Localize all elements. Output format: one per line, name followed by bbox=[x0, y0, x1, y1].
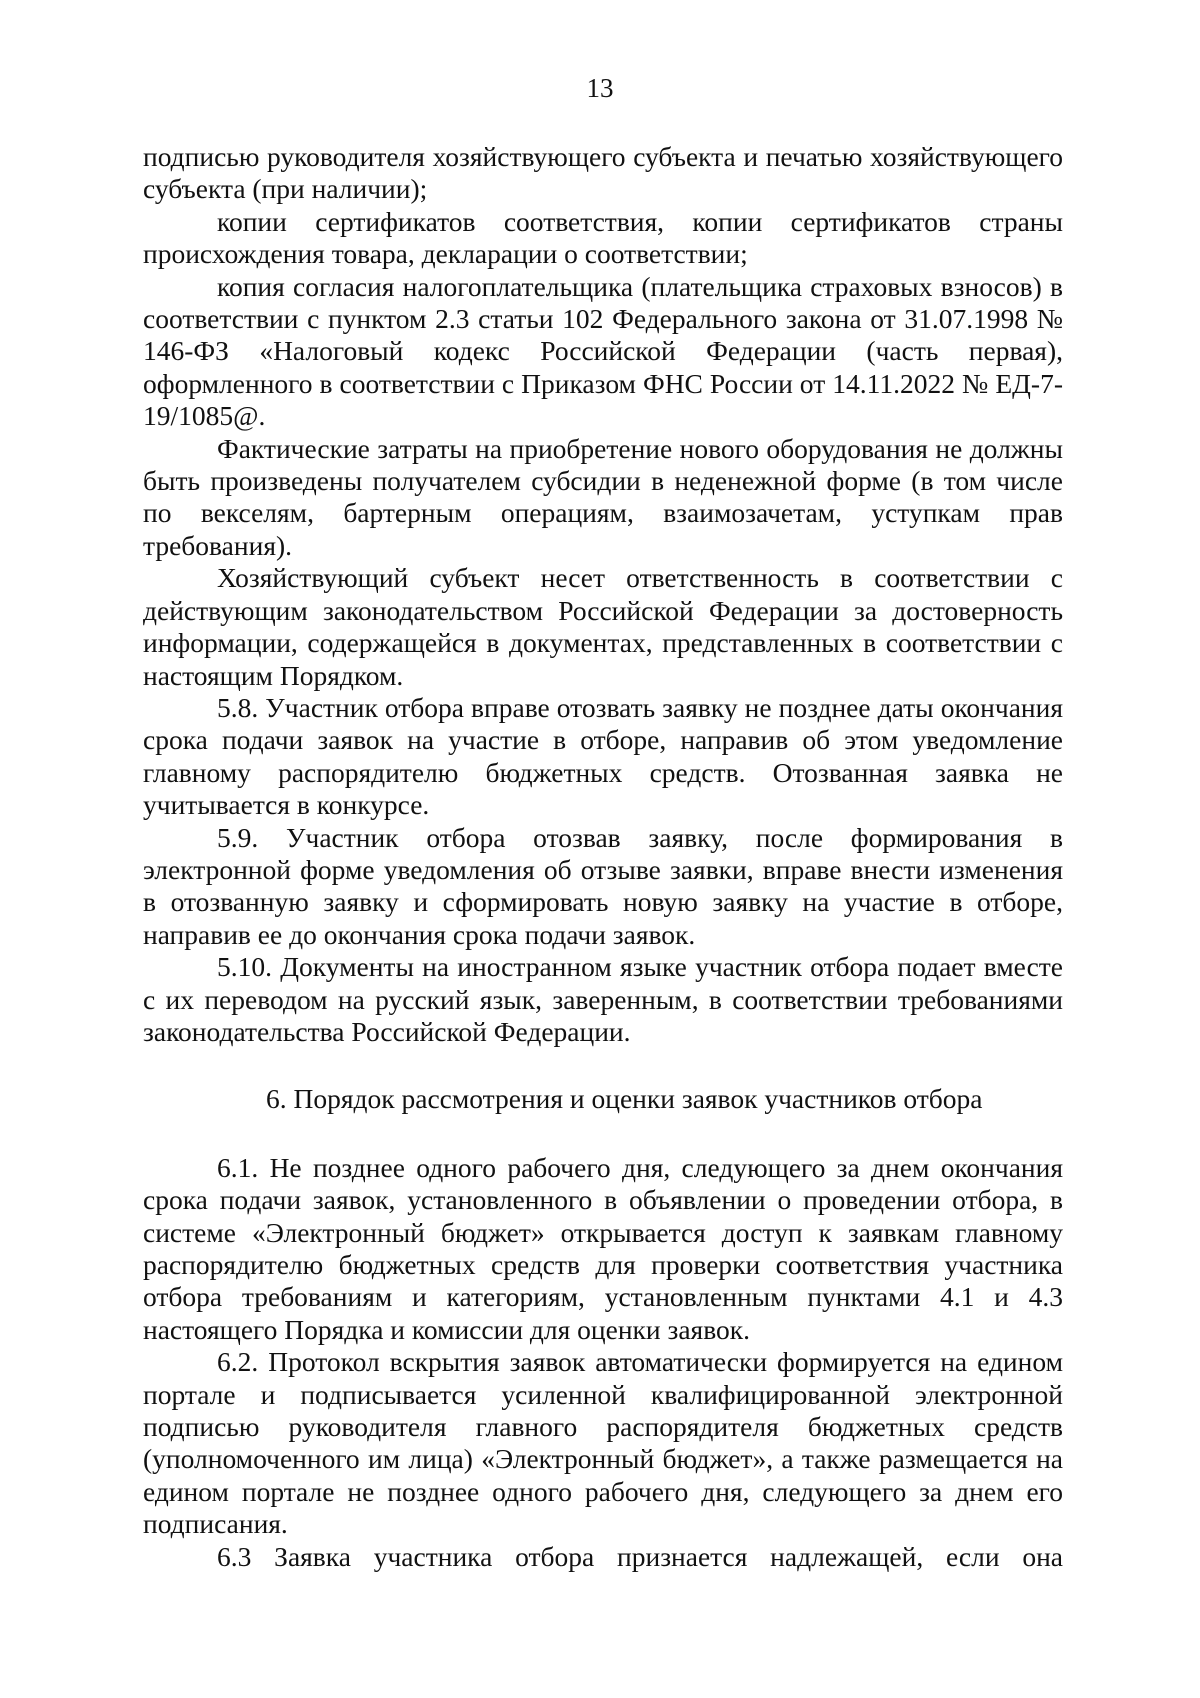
paragraph: подписью руководителя хозяйствующего субъекта и печатью хозяйствующего субъекта (при наличии); bbox=[143, 141, 1063, 205]
paragraph: 5.10. Документы на иностранном языке участник отбора подает вместе с их переводом на русский язык, заверенным, в соответствии требованиями законодательства Российской Федерации. bbox=[143, 951, 1063, 1047]
paragraph: 6.2. Протокол вскрытия заявок автоматически формируется на едином портале и подписывается усиленной квалифицированной электронной подписью руководителя главного распорядителя бюджетных средств (уполномоченного им лица) «Электронный бюджет», а также размещается на едином портале не позднее одного рабочего дня, следующего за днем его подписания. bbox=[143, 1346, 1063, 1540]
document-body bbox=[143, 141, 1063, 1573]
paragraph: 5.9. Участник отбора отозвав заявку, после формирования в электронной форме уведомления об отзыве заявки, вправе внести изменения в отозванную заявку и сформировать новую заявку на участие в отборе, направив ее до окончания срока подачи заявок. bbox=[143, 821, 1063, 950]
paragraph: копия согласия налогоплательщика (плательщика страховых взносов) в соответствии с пунктом 2.3 статьи 102 Федерального закона от 31.07.1998 № 146-ФЗ «Налоговый кодекс Российской Федерации (часть первая), оформленного в соответствии с Приказом ФНС России от 14.11.2022 № ЕД-7-19/1085@. bbox=[143, 270, 1063, 432]
paragraph: 5.8. Участник отбора вправе отозвать заявку не позднее даты окончания срока подачи заявок на участие в отборе, направив об этом уведомление главному распорядителю бюджетных средств. Отозванная заявка не учитывается в конкурсе. bbox=[143, 691, 1063, 821]
paragraph: Хозяйствующий субъект несет ответственность в соответствии с действующим законодательством Российской Федерации за достоверность информации, содержащейся в документах, представленных в соответствии с настоящим Порядком. bbox=[143, 562, 1063, 691]
page-number: 13 bbox=[586, 73, 614, 103]
section-heading: 6. Порядок рассмотрения и оценки заявок участников отбора bbox=[266, 1083, 983, 1115]
paragraph: 6.3 Заявка участника отбора признается надлежащей, если она bbox=[217, 1540, 1063, 1572]
paragraph: 6.1. Не позднее одного рабочего дня, следующего за днем окончания срока подачи заявок, установленного в объявлении о проведении отбора, в системе «Электронный бюджет» открывается доступ к заявкам главному распорядителю бюджетных средств для проверки соответствия участника отбора требованиям и категориям, установленным пунктами 4.1 и 4.3 настоящего Порядка и комиссии для оценки заявок. bbox=[143, 1151, 1063, 1345]
paragraph: Фактические затраты на приобретение нового оборудования не должны быть произведены получателем субсидии в неденежной форме (в том числе по векселям, бартерным операциям, взаимозачетам, уступкам прав требования). bbox=[143, 432, 1063, 561]
paragraph: копии сертификатов соответствия, копии сертификатов страны происхождения товара, декларации о соответствии; bbox=[143, 205, 1063, 270]
